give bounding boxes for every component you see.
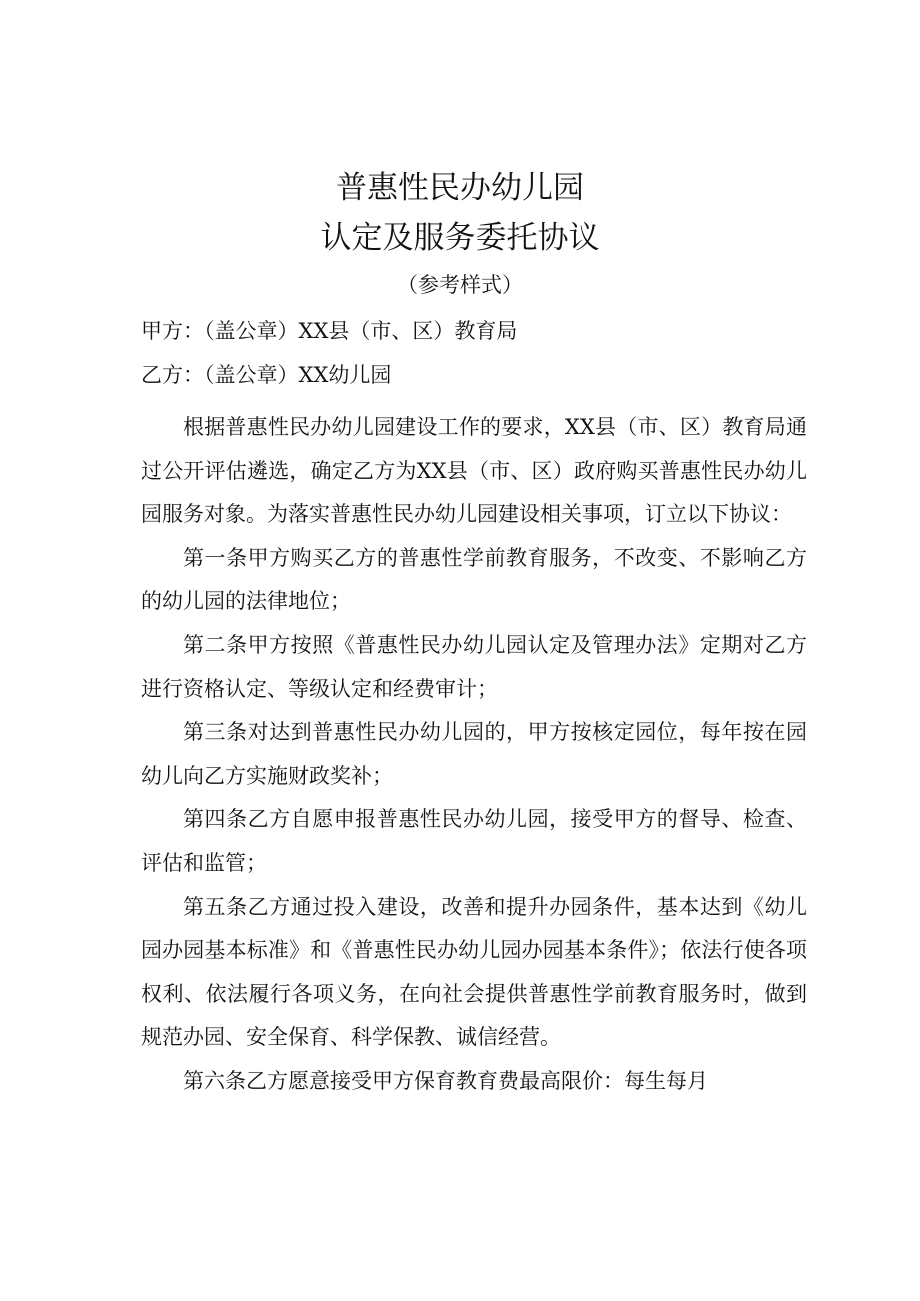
article-3: 第三条对达到普惠性民办幼儿园的，甲方按核定园位，每年按在园幼儿向乙方实施财政奖补；	[141, 720, 807, 788]
article-1: 第一条甲方购买乙方的普惠性学前教育服务，不改变、不影响乙方的幼儿园的法律地位；	[141, 545, 807, 614]
party-b: 乙方：（盖公章）XX幼儿园	[141, 363, 392, 387]
article-5: 第五条乙方通过投入建设，改善和提升办园条件，基本达到《幼儿园办园基本标准》和《普惠性民办幼儿园办园基本条件》；依法行使各项权利、依法履行各项义务，在向社会提供普惠性学前教育服务时，做到规范办园、安全保育、科学保教、诚信经营。	[141, 894, 807, 1050]
agreement-body	[141, 406, 807, 1104]
article-4: 第四条乙方自愿申报普惠性民办幼儿园，接受甲方的督导、检查、评估和监管；	[141, 807, 807, 875]
article-2: 第二条甲方按照《普惠性民办幼儿园认定及管理办法》定期对乙方进行资格认定、等级认定和经费审计；	[141, 632, 807, 701]
article-6: 第六条乙方愿意接受甲方保育教育费最高限价：每生每月	[183, 1068, 708, 1093]
intro-paragraph: 根据普惠性民办幼儿园建设工作的要求，XX县（市、区）教育局通过公开评估遴选，确定乙方为XX县（市、区）政府购买普惠性民办幼儿园服务对象。为落实普惠性民办幼儿园建设相关事项，订立以下协议：	[141, 415, 807, 527]
party-a: 甲方：（盖公章）XX县（市、区）教育局	[141, 319, 518, 343]
document-subtitle: （参考样式）	[397, 273, 523, 297]
document-title-line2: 认定及服务委托协议	[320, 220, 600, 256]
document-title-line1: 普惠性民办幼儿园	[336, 170, 584, 206]
